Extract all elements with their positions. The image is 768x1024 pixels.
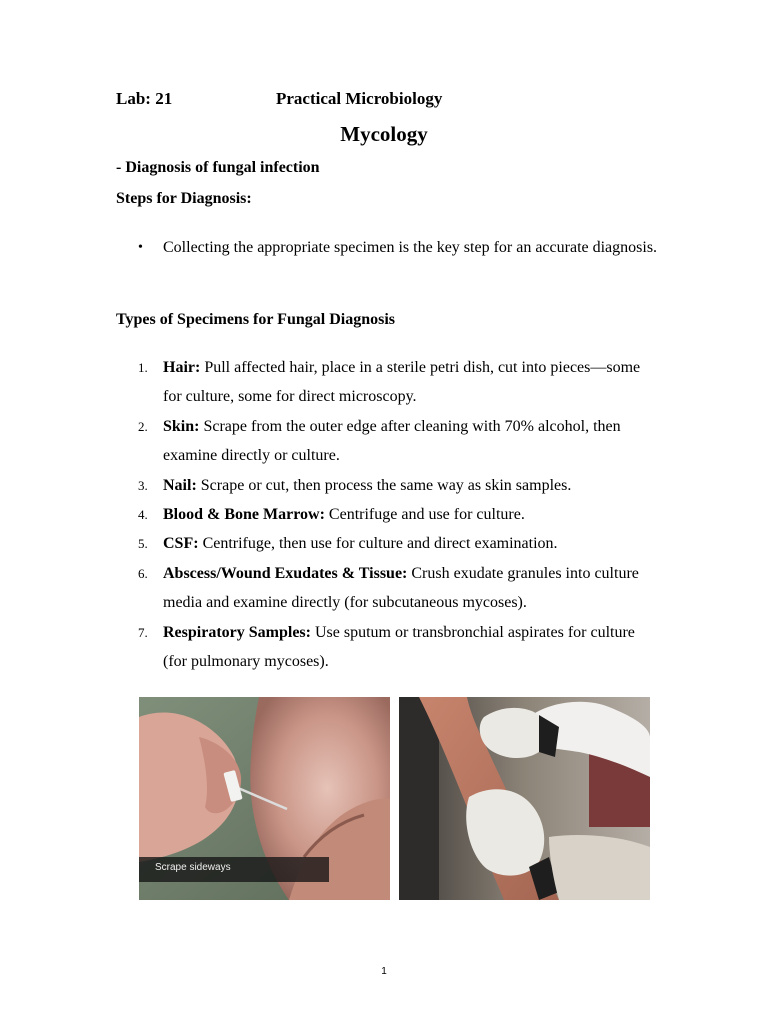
page-number: 1	[381, 966, 387, 977]
list-number: 6.	[138, 565, 148, 581]
bullet-icon: •	[138, 240, 143, 255]
list-number: 3.	[138, 477, 148, 493]
list-number: 2.	[138, 418, 148, 434]
specimen-description: Centrifuge and use for culture.	[324, 506, 525, 524]
specimen-description: Scrape or cut, then process the same way as skin samples.	[196, 476, 572, 494]
specimen-term: Hair:	[163, 359, 201, 376]
specimen-term: CSF:	[163, 535, 199, 553]
page-title: Mycology	[340, 122, 428, 146]
list-item	[116, 559, 656, 618]
list-number: 7.	[138, 624, 148, 640]
list-item	[116, 353, 656, 412]
list-number: 4.	[138, 507, 148, 523]
list-number: 1.	[138, 360, 148, 375]
specimen-description: Centrifuge, then use for culture and direct examination.	[198, 535, 558, 553]
specimen-description: Crush exudate granules into culture media and examine directly (for subcutaneous mycoses).	[163, 564, 639, 612]
list-item	[116, 471, 656, 500]
specimen-list	[116, 353, 656, 676]
list-number: 5.	[138, 536, 148, 552]
specimen-term: Respiratory Samples:	[163, 623, 311, 641]
specimen-types-heading: Types of Specimens for Fungal Diagnosis	[116, 311, 395, 328]
steps-heading: Steps for Diagnosis:	[116, 190, 252, 207]
lab-number: Lab: 21	[116, 89, 173, 108]
bullet-text: Collecting the appropriate specimen is the key step for an accurate diagnosis.	[163, 239, 658, 256]
specimen-collection-photo	[399, 697, 650, 900]
specimen-term: Blood & Bone Marrow:	[163, 506, 325, 524]
specimen-description: Pull affected hair, place in a sterile petri dish, cut into pieces—some for culture, some for direct microscopy.	[163, 359, 641, 406]
photo-caption: Scrape sideways	[155, 862, 231, 873]
skin-scraping-photo	[139, 697, 390, 900]
section-subtitle: - Diagnosis of fungal infection	[116, 159, 320, 176]
specimen-term: Skin:	[163, 417, 200, 435]
course-title: Practical Microbiology	[276, 89, 443, 108]
list-item	[116, 618, 656, 677]
list-item	[116, 500, 656, 529]
list-item	[116, 412, 656, 471]
specimen-description: Scrape from the outer edge after cleaning with 70% alcohol, then examine directly or culture.	[163, 417, 621, 465]
specimen-term: Abscess/Wound Exudates & Tissue:	[163, 564, 408, 582]
specimen-term: Nail:	[163, 476, 197, 494]
specimen-collection-illustration	[399, 697, 650, 900]
caption-bar	[139, 857, 329, 882]
list-item	[116, 529, 656, 558]
specimen-description: Use sputum or transbronchial aspirates for culture (for pulmonary mycoses).	[163, 623, 635, 671]
